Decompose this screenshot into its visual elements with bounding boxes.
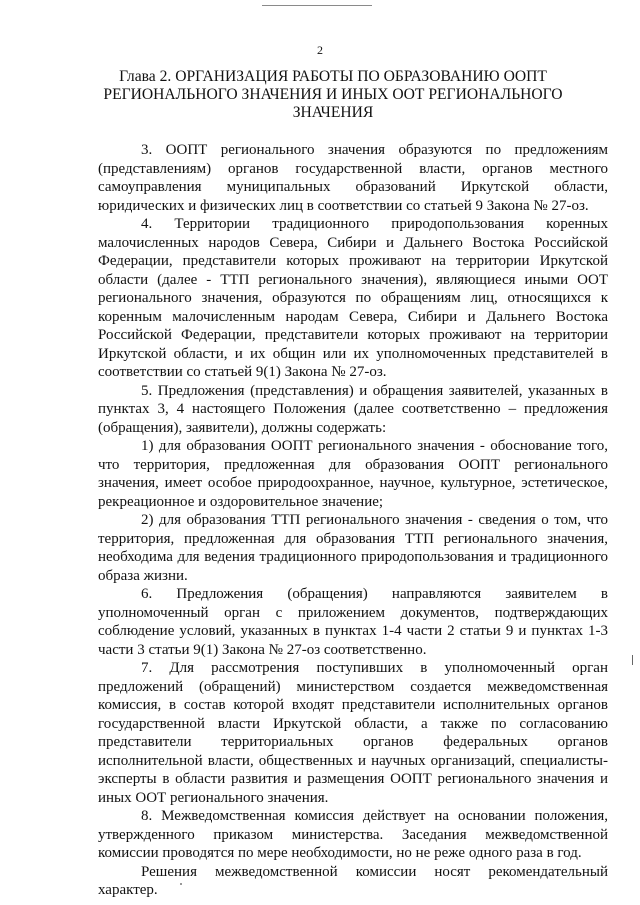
scan-dot [180, 883, 182, 885]
scan-mark [632, 655, 633, 665]
chapter-title: Глава 2. ОРГАНИЗАЦИЯ РАБОТЫ ПО ОБРАЗОВАНИЮ ООПТ РЕГИОНАЛЬНОГО ЗНАЧЕНИЯ И ИНЫХ ООТ РЕГИОНАЛЬНОГО ЗНАЧЕНИЯ [103, 68, 563, 121]
paragraph-decisions: Решения межведомственной комиссии носят рекомендательный характер. [98, 863, 608, 898]
paragraph-8: 8. Межведомственная комиссия действует на основании положения, утвержденного приказом министерства. Заседания межведомственной комиссии проводятся по мере необходимости, но не реже одного раза в год. [98, 808, 608, 861]
paragraph-5-item-2: 2) для образования ТТП регионального значения - сведения о том, что территория, предложенная для образования ТТП регионального значения, необходима для ведения традиционного природопользования и традиционного образа жизни. [98, 512, 608, 584]
paragraph-7: 7. Для рассмотрения поступивших в уполномоченный орган предложений (обращений) министерством создается межведомственная комиссия, в состав которой входят представители исполнительных органов государственной власти Иркутской области, а также по согласованию представители территориальных органов федеральных органов исполнительной власти, общественных и научных организаций, специалисты-эксперты в области развития и размещения ООПТ регионального значения и иных ООТ регионального значения. [98, 660, 608, 806]
paragraph-3: 3. ООПТ регионального значения образуются по предложениям (представлениям) органов государственной власти, органов местного самоуправления муниципальных образований Иркутской области, юридических и физических лиц в соответствии со статьей 9 Закона № 27-оз. [98, 142, 608, 214]
paragraph-4: 4. Территории традиционного природопользования коренных малочисленных народов Севера, Сибири и Дальнего Востока Российской Федерации, представители которых проживают на территории Иркутской области (далее - ТТП регионального значения), являющиеся иными ООТ регионального значения, образуются по обращениям лиц, относящихся к коренным малочисленным народам Севера, Сибири и Дальнего Востока Российской Федерации, представители которых проживают на территории Иркутской области, и их общин или их уполномоченных представителей в соответствии со статьей 9(1) Закона № 27-оз. [98, 216, 608, 380]
paragraph-6: 6. Предложения (обращения) направляются заявителем в уполномоченный орган с приложением документов, подтверждающих соблюдение условий, указанных в пунктах 1-4 части 2 статьи 9 и пунктах 1-3 части 3 статьи 9(1) Закона № 27-оз соответственно. [98, 586, 608, 658]
document-body [98, 141, 608, 900]
paragraph-5-item-1: 1) для образования ООПТ регионального значения - обоснование того, что территория, предложенная для образования ООПТ регионального значения, имеет особое природоохранное, научное, культурное, эстетическое, рекреационное и оздоровительное значение; [98, 438, 608, 510]
page-number: 2 [317, 43, 323, 57]
paragraph-5: 5. Предложения (представления) и обращения заявителей, указанных в пунктах 3, 4 настоящего Положения (далее соответственно – предложения (обращения), заявители), должны содержать: [98, 382, 608, 436]
scan-line [262, 5, 372, 6]
